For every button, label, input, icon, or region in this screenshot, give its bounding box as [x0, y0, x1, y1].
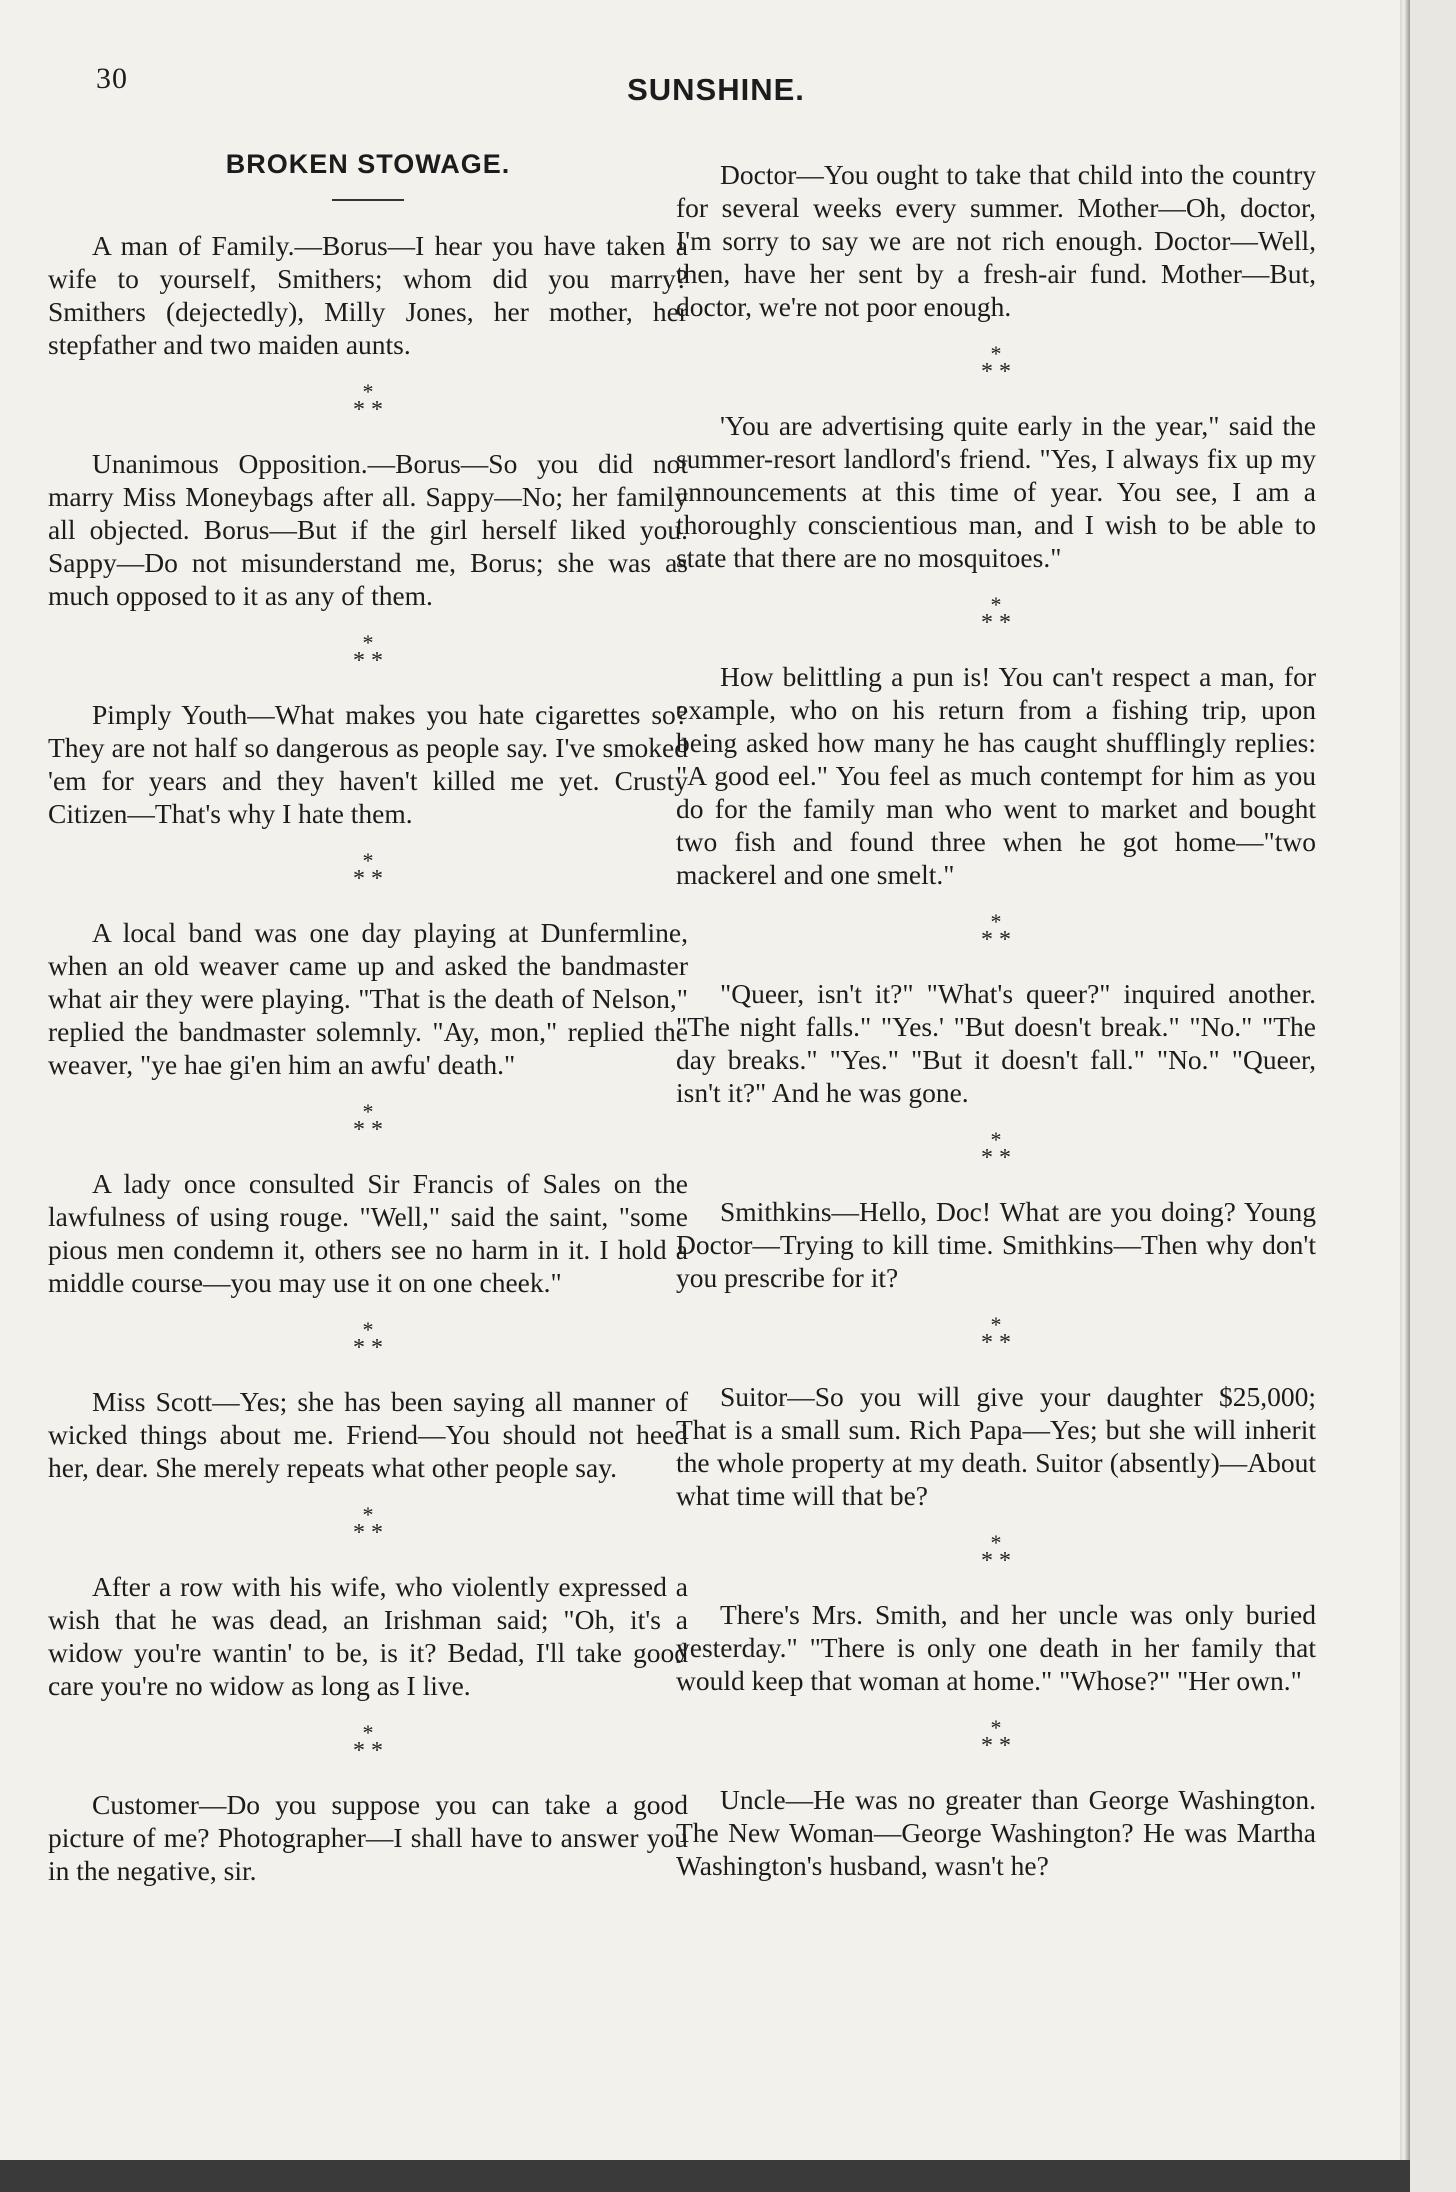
scan-background	[0, 2160, 1410, 2192]
asterism-divider: * * *	[981, 341, 1011, 385]
page-number: 30	[96, 62, 128, 95]
section-title: BROKEN STOWAGE.	[225, 149, 511, 179]
joke-paragraph: Customer—Do you suppose you can take a good picture of me? Photographer—I shall have to answer you in the negative, sir.	[48, 1789, 688, 1886]
joke-paragraph: After a row with his wife, who violently expressed a wish that he was dead, an Irishman said; "Oh, it's a widow you're wantin' to be, is it? Bedad, I'll take good care you're no widow as long as I live.	[48, 1571, 688, 1701]
joke-paragraph: A lady once consulted Sir Francis of Sales on the lawfulness of using rouge. "Well," said the saint, "some pious men condemn it, others see no harm in it. I hold a middle course—you may use it on one cheek."	[48, 1168, 688, 1298]
joke-paragraph: A local band was one day playing at Dunfermline, when an old weaver came up and asked the bandmaster what air they were playing. "That is the death of Nelson," replied the bandmaster solemnly. "Ay, mon," replied the weaver, "ye hae gi'en him an awfu' death."	[48, 917, 688, 1080]
title-rule	[332, 199, 404, 201]
joke-paragraph: Doctor—You ought to take that child into the country for several weeks every summer. Mother—Oh, doctor, I'm sorry to say we are not rich enough. Doctor—Well, then, have her sent by a fresh-air fund. Mother—But, doctor, we're not poor enough.	[676, 159, 1316, 322]
asterism-divider: * * *	[981, 1127, 1011, 1171]
joke-paragraph: 'You are advertising quite early in the year," said the summer-resort landlord's friend. "Yes, I always fix up my announcements at this time of year. You see, I am a thoroughly conscientious man, and I wish to be able to state that there are no mosquitoes."	[676, 410, 1316, 573]
page-edge-shadow	[1400, 0, 1410, 2160]
adjacent-page-strip	[1410, 0, 1456, 2192]
asterism-divider: * * *	[353, 848, 383, 892]
joke-paragraph: Suitor—So you will give your daughter $25,000; That is a small sum. Rich Papa—Yes; but she will inherit the whole property at my death. Suitor (absently)—About what time will that be?	[676, 1381, 1316, 1511]
left-column	[48, 148, 688, 1887]
asterism-divider: * * *	[353, 630, 383, 674]
joke-paragraph: How belittling a pun is! You can't respect a man, for example, who on his return from a fishing trip, upon being asked how many he has caught shufflingly replies: "A good eel." You feel as much contempt for him as you do for the family man who went to market and bought two fish and found three when he got home—"two mackerel and one smelt."	[676, 661, 1316, 890]
asterism-divider: * * *	[353, 1099, 383, 1143]
joke-paragraph: Smithkins—Hello, Doc! What are you doing? Young Doctor—Trying to kill time. Smithkins—Then why don't you prescribe for it?	[676, 1196, 1316, 1293]
asterism-divider: * * *	[353, 1317, 383, 1361]
asterism-divider: * * *	[981, 909, 1011, 953]
joke-paragraph: Miss Scott—Yes; she has been saying all manner of wicked things about me. Friend—You should not heed her, dear. She merely repeats what other people say.	[48, 1386, 688, 1483]
asterism-divider: * * *	[981, 1530, 1011, 1574]
right-column	[676, 158, 1316, 1882]
asterism-divider: * * *	[981, 1312, 1011, 1356]
joke-paragraph: Unanimous Opposition.—Borus—So you did not marry Miss Moneybags after all. Sappy—No; her family all objected. Borus—But if the girl herself liked you. Sappy—Do not misunderstand me, Borus; she was as much opposed to it as any of them.	[48, 448, 688, 611]
asterism-divider: * * *	[981, 592, 1011, 636]
asterism-divider: * * *	[353, 1502, 383, 1546]
running-head: SUNSHINE.	[627, 72, 805, 107]
joke-paragraph: Pimply Youth—What makes you hate cigarettes so? They are not half so dangerous as people say. I've smoked 'em for years and they haven't killed me yet. Crusty Citizen—That's why I hate them.	[48, 699, 688, 829]
joke-paragraph: Uncle—He was no greater than George Washington. The New Woman—George Washington? He was Martha Washington's husband, wasn't he?	[676, 1784, 1316, 1881]
joke-paragraph: There's Mrs. Smith, and her uncle was only buried yesterday." "There is only one death in her family that would keep that woman at home." "Whose?" "Her own."	[676, 1599, 1316, 1696]
asterism-divider: * * *	[353, 1720, 383, 1764]
asterism-divider: * * *	[353, 379, 383, 423]
joke-paragraph: A man of Family.—Borus—I hear you have taken a wife to yourself, Smithers; whom did you marry? Smithers (dejectedly), Milly Jones, her mother, her stepfather and two maiden aunts.	[48, 230, 688, 360]
asterism-divider: * * *	[981, 1715, 1011, 1759]
joke-paragraph: "Queer, isn't it?" "What's queer?" inquired another. "The night falls." "Yes.' "But doesn't break." "No." "The day breaks." "Yes." "But it doesn't fall." "No." "Queer, isn't it?" And he was gone.	[676, 978, 1316, 1108]
